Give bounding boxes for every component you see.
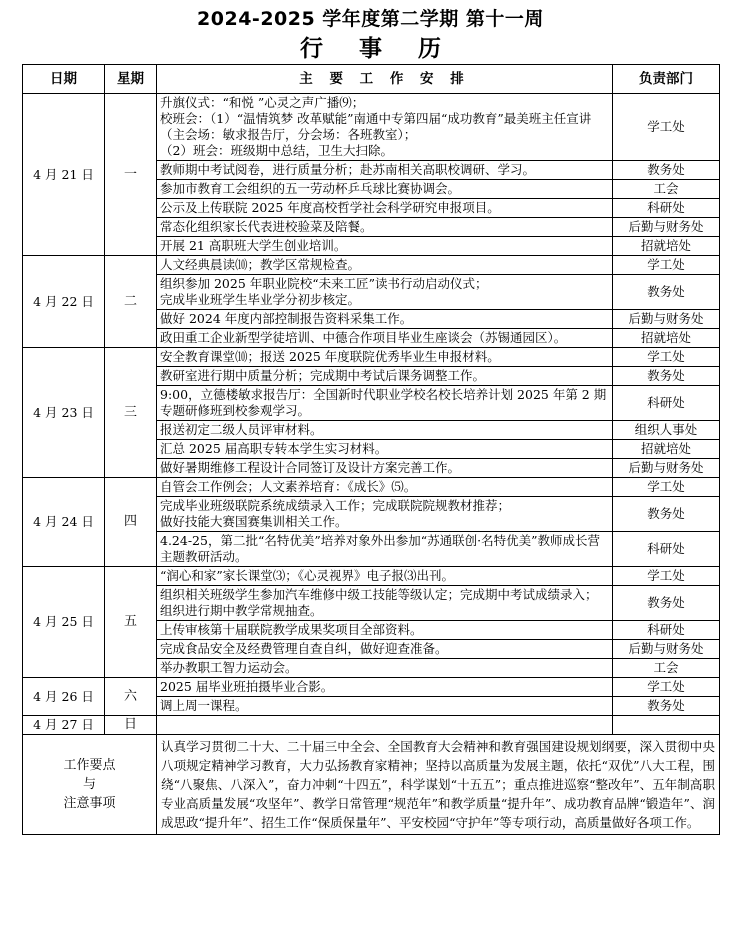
task-line: 校班会：（1）“温情筑梦 改革赋能”南通中专第四届“成功教育”最美班主任宣讲（主会场：敏求报告厅，分会场：各班教室）； (160, 111, 592, 142)
dept-cell: 学工处 (613, 478, 720, 497)
date-cell: 4 月 21 日 (23, 94, 105, 256)
date-cell: 4 月 26 日 (23, 678, 105, 716)
dept-cell: 教务处 (613, 697, 720, 716)
task-cell (157, 386, 613, 421)
task-line: 公示及上传联院 2025 年度高校哲学社会科学研究申报项目。 (160, 200, 500, 215)
task-line: 安全教育课堂⑽；报送 2025 年度联院优秀毕业生申报材料。 (160, 349, 500, 364)
task-cell (157, 567, 613, 586)
dept-cell: 教务处 (613, 275, 720, 310)
notes-row (23, 735, 720, 835)
task-cell (157, 180, 613, 199)
task-line: 人文经典晨读⑽；教学区常规检查。 (160, 257, 361, 272)
task-cell (157, 421, 613, 440)
task-cell (157, 161, 613, 180)
task-line: 上传审核第十届联院教学成果奖项目全部资料。 (160, 622, 423, 637)
task-cell (157, 348, 613, 367)
col-header-weekday: 星期 (105, 65, 157, 94)
dept-cell: 科研处 (613, 199, 720, 218)
dept-cell: 后勤与财务处 (613, 218, 720, 237)
weekday-cell: 二 (105, 256, 157, 348)
task-line: 完成食品安全及经费管理自查自纠，做好迎查准备。 (160, 641, 448, 656)
task-cell (157, 367, 613, 386)
dept-cell: 教务处 (613, 161, 720, 180)
task-cell (157, 94, 613, 161)
weekday-cell: 六 (105, 678, 157, 716)
task-cell (157, 310, 613, 329)
task-cell (157, 237, 613, 256)
dept-cell: 工会 (613, 180, 720, 199)
task-cell (157, 218, 613, 237)
date-cell: 4 月 25 日 (23, 567, 105, 678)
schedule-body (23, 94, 720, 735)
task-line: 参加市教育工会组织的五一劳动杯乒乓球比赛协调会。 (160, 181, 461, 196)
date-cell: 4 月 22 日 (23, 256, 105, 348)
task-line: 做好 2024 年度内部控制报告资料采集工作。 (160, 311, 413, 326)
dept-cell: 教务处 (613, 497, 720, 532)
task-cell (157, 621, 613, 640)
notes-text: 认真学习贯彻二十大、二十届三中全会、全国教育大会精神和教育强国建设规划纲要，深入贯彻中央八项规定精神学习教育，大力弘扬教育家精神；坚持以高质量为发展主题，依托“双优”八大工程，围绕“八聚焦、八深入”，奋力冲刺“十四五”，科学谋划“十五五”；重点推进巡察“整改年”、五年制高职专业高质量发展“攻坚年”、教学日常管理“规范年”和教学质量“提升年”、成功教育品牌“锻造年”、润成思政“提升年”、招生工作“保质保量年”、平安校园“守护年”等专项行动，高质量做好各项工作。 (157, 735, 720, 835)
task-cell (157, 532, 613, 567)
schedule-table (22, 64, 720, 835)
task-cell (157, 329, 613, 348)
task-line: 开展 21 高职班大学生创业培训。 (160, 238, 347, 253)
table-row (23, 256, 720, 275)
dept-cell: 招就培处 (613, 440, 720, 459)
task-cell (157, 716, 613, 735)
dept-cell: 教务处 (613, 586, 720, 621)
task-line: 组织参加 2025 年职业院校“未来工匠”读书行动启动仪式； (160, 276, 488, 291)
dept-cell: 教务处 (613, 367, 720, 386)
table-row (23, 94, 720, 161)
col-header-dept: 负责部门 (613, 65, 720, 94)
dept-cell: 招就培处 (613, 237, 720, 256)
task-cell (157, 586, 613, 621)
weekday-cell: 四 (105, 478, 157, 567)
task-cell (157, 256, 613, 275)
task-line: 做好技能大赛国赛集训相关工作。 (160, 514, 348, 529)
task-cell (157, 697, 613, 716)
task-line: 常态化组织家长代表进校验菜及陪餐。 (160, 219, 373, 234)
weekday-cell: 三 (105, 348, 157, 478)
task-cell (157, 678, 613, 697)
dept-cell: 后勤与财务处 (613, 459, 720, 478)
task-line: 报送初定二级人员评审材料。 (160, 422, 323, 437)
dept-cell: 学工处 (613, 256, 720, 275)
task-line: 汇总 2025 届高职专转本学生实习材料。 (160, 441, 388, 456)
dept-cell: 学工处 (613, 348, 720, 367)
task-line: 升旗仪式：“和悦 ”心灵之声广播⑼； (160, 95, 365, 110)
dept-cell: 科研处 (613, 621, 720, 640)
task-cell (157, 497, 613, 532)
task-line: 教师期中考试阅卷，进行质量分析；赴苏南相关高职校调研、学习。 (160, 162, 536, 177)
task-line: 9:00，立德楼敏求报告厅：全国新时代职业学校名校长培养计划 2025 年第 2 期专题研修班到校参观学习。 (160, 387, 607, 418)
task-line: 教研室进行期中质量分析；完成期中考试后课务调整工作。 (160, 368, 486, 383)
task-line: 完成毕业班学生毕业学分初步核定。 (160, 292, 361, 307)
table-row (23, 348, 720, 367)
task-line: 自管会工作例会；人文素养培育：《成长》⑸。 (160, 479, 417, 494)
dept-cell: 学工处 (613, 678, 720, 697)
table-row (23, 478, 720, 497)
task-cell (157, 275, 613, 310)
task-line: 做好暑期维修工程设计合同签订及设计方案完善工作。 (160, 460, 461, 475)
notes-heading: 工作要点 与 注意事项 (23, 735, 157, 835)
dept-cell: 科研处 (613, 532, 720, 567)
task-line: 组织相关班级学生参加汽车维修中级工技能等级认定；完成期中考试成绩录入；组织进行期中教学常规抽查。 (160, 587, 598, 618)
subtitle-char: 事 (359, 36, 382, 62)
task-cell (157, 659, 613, 678)
task-line: 完成毕业班级联院系统成绩录入工作；完成联院院规教材推荐； (160, 498, 511, 513)
task-line (160, 717, 609, 733)
task-cell (157, 459, 613, 478)
date-cell: 4 月 24 日 (23, 478, 105, 567)
table-row (23, 678, 720, 697)
dept-cell: 后勤与财务处 (613, 310, 720, 329)
weekday-cell: 一 (105, 94, 157, 256)
table-row (23, 716, 720, 735)
dept-cell: 学工处 (613, 94, 720, 161)
task-cell (157, 440, 613, 459)
date-cell: 4 月 23 日 (23, 348, 105, 478)
col-header-content: 主 要 工 作 安 排 (157, 65, 613, 94)
weekday-cell: 五 (105, 567, 157, 678)
task-line: 政田重工企业新型学徒培训、中德合作项目毕业生座谈会（苏锡通园区）。 (160, 330, 567, 345)
date-cell: 4 月 27 日 (23, 716, 105, 735)
dept-cell: 学工处 (613, 567, 720, 586)
task-line: （2）班会：班级期中总结，卫生大扫除。 (160, 143, 393, 158)
table-header-row (23, 65, 720, 94)
dept-cell (613, 716, 720, 735)
task-line: 4.24-25，第二批“名特优美”培养对象外出参加“苏通联创·名特优美”教师成长营主题教研活动。 (160, 533, 600, 564)
task-cell (157, 640, 613, 659)
task-line: 2025 届毕业班拍摄毕业合影。 (160, 679, 334, 694)
task-cell (157, 199, 613, 218)
task-line: “润心和家”家长课堂⑶；《心灵视界》电子报⑶出刊。 (160, 568, 455, 583)
col-header-date: 日期 (23, 65, 105, 94)
subtitle-char: 行 (300, 36, 323, 62)
dept-cell: 招就培处 (613, 329, 720, 348)
weekday-cell: 日 (105, 716, 157, 735)
dept-cell: 组织人事处 (613, 421, 720, 440)
page-title: 2024-2025 学年度第二学期 第十一周 (197, 8, 544, 30)
dept-cell: 工会 (613, 659, 720, 678)
subtitle-char: 历 (418, 36, 441, 62)
task-line: 调上周一课程。 (160, 698, 248, 713)
task-cell (157, 478, 613, 497)
dept-cell: 科研处 (613, 386, 720, 421)
table-row (23, 567, 720, 586)
dept-cell: 后勤与财务处 (613, 640, 720, 659)
task-line: 举办教职工智力运动会。 (160, 660, 298, 675)
page-subtitle (0, 30, 741, 63)
